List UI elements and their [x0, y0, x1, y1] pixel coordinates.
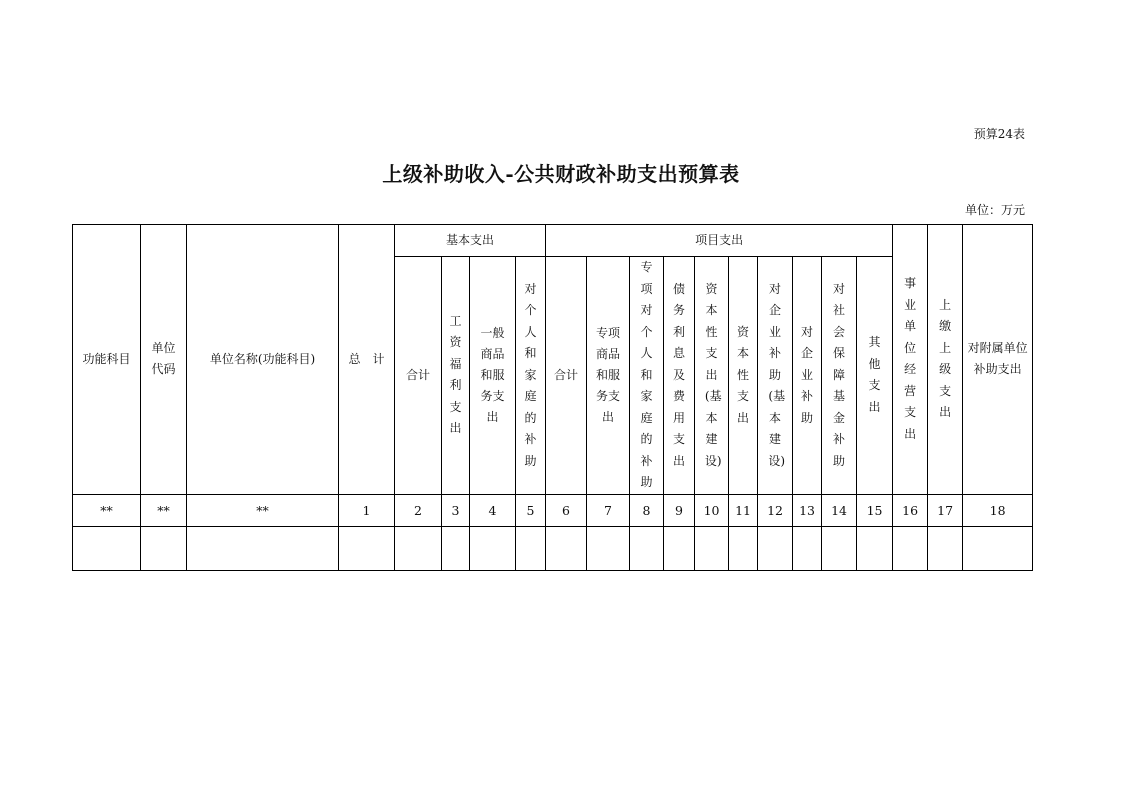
header-business-expenditure: 事业单位经营支出: [893, 225, 928, 495]
table-cell: 6: [546, 494, 587, 526]
table-cell: [822, 526, 857, 570]
header-basic-household-subsidy: 对个人和家庭的补助: [516, 257, 546, 495]
table-cell: [73, 526, 141, 570]
table-cell: 3: [442, 494, 470, 526]
table-cell: 18: [963, 494, 1033, 526]
unit-label: 单位：万元: [964, 203, 1025, 217]
header-project-household-subsidy: 专项对个人和家庭的补助: [630, 257, 664, 495]
header-project-debt-interest: 债务利息及费用支出: [664, 257, 695, 495]
table-cell: 12: [758, 494, 793, 526]
table-row-column-numbers: [73, 494, 1033, 526]
table-cell: [395, 526, 442, 570]
table-cell: [793, 526, 822, 570]
table-cell: [546, 526, 587, 570]
table-row-empty: [73, 526, 1033, 570]
header-func-subject: 功能科目: [73, 225, 141, 495]
header-project-social-security: 对社会保障基金补助: [822, 257, 857, 495]
table-cell: [630, 526, 664, 570]
header-project-enterprise-construction: 对企业补助(基本建设): [758, 257, 793, 495]
table-cell: 15: [857, 494, 893, 526]
table-cell: 5: [516, 494, 546, 526]
table-cell: [857, 526, 893, 570]
table-cell: [664, 526, 695, 570]
table-cell: 1: [339, 494, 395, 526]
table-cell: [516, 526, 546, 570]
table-cell: 16: [893, 494, 928, 526]
header-project-total: 合计: [546, 257, 587, 495]
table-cell: 8: [630, 494, 664, 526]
table-cell: [893, 526, 928, 570]
table-cell: [729, 526, 758, 570]
table-cell: 10: [695, 494, 729, 526]
header-basic-total: 合计: [395, 257, 442, 495]
table-cell: [339, 526, 395, 570]
header-project-enterprise-subsidy: 对企业补助: [793, 257, 822, 495]
header-row-groups: [73, 225, 1033, 257]
table-cell: 14: [822, 494, 857, 526]
table-cell: 7: [587, 494, 630, 526]
header-basic-expenditure: 基本支出: [395, 225, 546, 257]
budget-table: [72, 224, 1033, 571]
table-cell: 9: [664, 494, 695, 526]
header-remit-superior: 上缴上级支出: [928, 225, 963, 495]
header-total: 总 计: [339, 225, 395, 495]
table-cell: [141, 526, 187, 570]
table-cell: [695, 526, 729, 570]
header-basic-goods-services: 一般商品和服务支出: [470, 257, 516, 495]
table-cell: [187, 526, 339, 570]
table-cell: 2: [395, 494, 442, 526]
header-basic-wages: 工资福利支出: [442, 257, 470, 495]
header-project-expenditure: 项目支出: [546, 225, 893, 257]
table-cell: 11: [729, 494, 758, 526]
table-cell: **: [141, 494, 187, 526]
table-cell: 4: [470, 494, 516, 526]
table-cell: [928, 526, 963, 570]
header-project-other: 其他支出: [857, 257, 893, 495]
header-project-capital: 资本性支出: [729, 257, 758, 495]
table-cell: [442, 526, 470, 570]
table-cell: **: [73, 494, 141, 526]
header-affiliate-subsidy: 对附属单位补助支出: [963, 225, 1033, 495]
header-project-goods-services: 专项商品和服务支出: [587, 257, 630, 495]
table-cell: [470, 526, 516, 570]
header-unit-name: 单位名称(功能科目): [187, 225, 339, 495]
table-cell: 17: [928, 494, 963, 526]
table-cell: [963, 526, 1033, 570]
header-project-capital-construction: 资本性支出(基本建设): [695, 257, 729, 495]
table-cell: [587, 526, 630, 570]
table-cell: **: [187, 494, 339, 526]
header-unit-code: 单位代码: [141, 225, 187, 495]
table-number: 预算24表: [973, 127, 1025, 141]
page-title: 上级补助收入-公共财政补助支出预算表: [382, 162, 740, 186]
table-cell: [758, 526, 793, 570]
table-cell: 13: [793, 494, 822, 526]
